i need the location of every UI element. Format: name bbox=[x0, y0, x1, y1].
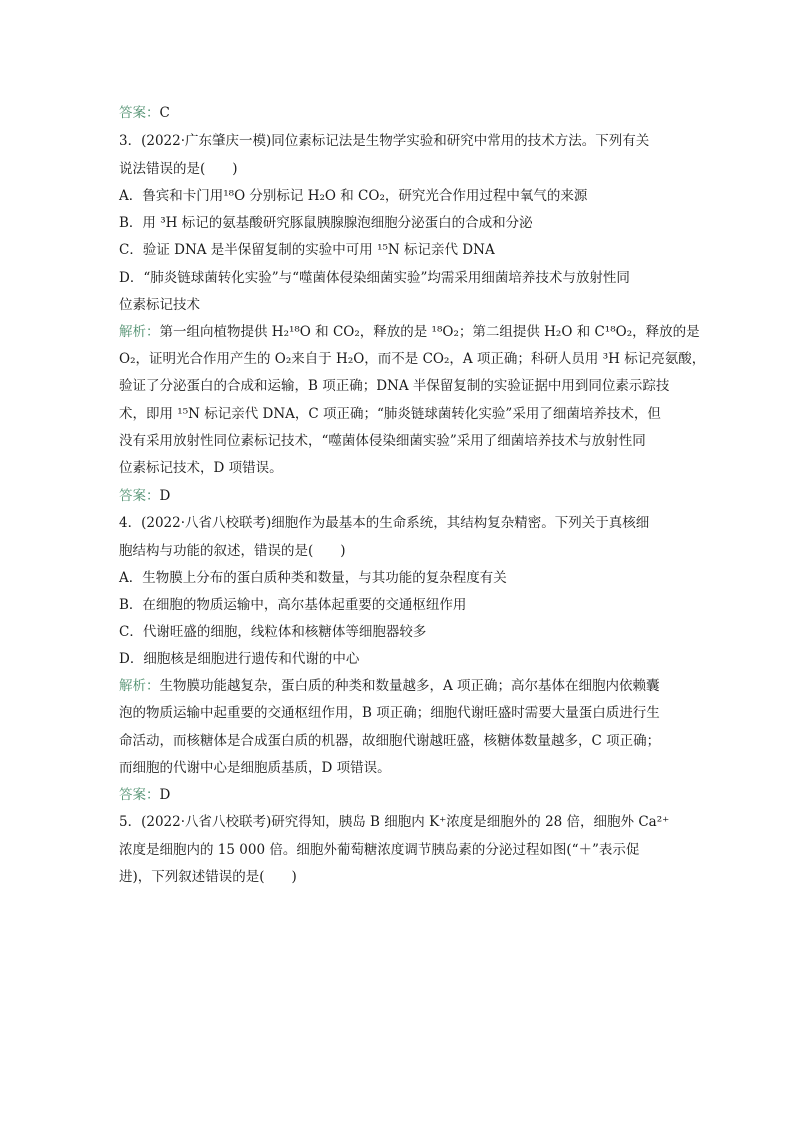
line-text: O₂，证明光合作用产生的 O₂来自于 H₂O，而不是 CO₂，A 项正确；科研人员用 ³H 标记亮氨酸， bbox=[119, 351, 706, 367]
text-line bbox=[119, 349, 705, 369]
line-text: C．代谢旺盛的细胞，线粒体和核糖体等细胞器较多 bbox=[119, 624, 427, 640]
line-text: 位素标记技术 bbox=[119, 297, 200, 313]
text-line bbox=[119, 595, 466, 615]
line-text: 没有采用放射性同位素标记技术，“噬菌体侵染细菌实验”采用了细菌培养技术与放射性同 bbox=[119, 433, 646, 449]
line-text: D．细胞核是细胞进行遗传和代谢的中心 bbox=[119, 651, 360, 667]
text-line bbox=[119, 431, 646, 451]
text-line bbox=[119, 840, 639, 860]
text-line bbox=[119, 867, 297, 887]
text-line bbox=[119, 295, 200, 315]
text-line bbox=[119, 812, 669, 832]
line-text: 说法错误的是( ) bbox=[119, 161, 238, 177]
labeled-line bbox=[119, 785, 170, 805]
line-label: 答案： bbox=[119, 488, 160, 504]
labeled-line bbox=[119, 103, 170, 123]
line-text: D bbox=[159, 787, 171, 803]
text-line bbox=[119, 622, 426, 642]
text-line bbox=[119, 376, 669, 396]
text-line bbox=[119, 703, 660, 723]
text-line bbox=[119, 213, 533, 233]
text-line bbox=[119, 513, 649, 533]
text-line bbox=[119, 541, 346, 561]
labeled-line bbox=[119, 322, 700, 342]
line-text: A．生物膜上分布的蛋白质种类和数量，与其功能的复杂程度有关 bbox=[119, 570, 507, 586]
line-text: D．“肺炎链球菌转化实验”与“噬菌体侵染细菌实验”均需采用细菌培养技术与放射性同 bbox=[119, 270, 630, 286]
line-text: 位素标记技术，D 项错误。 bbox=[119, 460, 283, 476]
line-text: 3．(2022·广东肇庆一模)同位素标记法是生物学实验和研究中常用的技术方法。下列有关 bbox=[119, 133, 650, 149]
text-line bbox=[119, 649, 359, 669]
line-label: 答案： bbox=[119, 787, 160, 803]
line-text: 浓度是细胞内的 15 000 倍。细胞外葡萄糖浓度调节胰岛素的分泌过程如图(“＋”表示促 bbox=[119, 842, 640, 858]
line-text: A．鲁宾和卡门用¹⁸O 分别标记 H₂O 和 CO₂，研究光合作用过程中氧气的来源 bbox=[119, 188, 588, 204]
text-line bbox=[119, 159, 238, 179]
text-line bbox=[119, 731, 660, 751]
line-text: 验证了分泌蛋白的合成和运输，B 项正确；DNA 半保留复制的实验证据中用到同位素示踪技 bbox=[119, 378, 670, 394]
line-text: 而细胞的代谢中心是细胞质基质，D 项错误。 bbox=[119, 760, 391, 776]
line-text: 5．(2022·八省八校联考)研究得知，胰岛 B 细胞内 K⁺浓度是细胞外的 28 倍，细胞外 Ca²⁺ bbox=[119, 814, 670, 830]
text-line bbox=[119, 458, 283, 478]
line-label: 解析： bbox=[119, 678, 160, 694]
text-line bbox=[119, 404, 661, 424]
line-text: B．在细胞的物质运输中，高尔基体起重要的交通枢纽作用 bbox=[119, 597, 467, 613]
line-label: 答案： bbox=[119, 105, 160, 121]
labeled-line bbox=[119, 486, 170, 506]
line-text: D bbox=[159, 488, 171, 504]
line-text: 泡的物质运输中起重要的交通枢纽作用，B 项正确；细胞代谢旺盛时需要大量蛋白质进行生 bbox=[119, 705, 660, 721]
line-label: 解析： bbox=[119, 324, 160, 340]
text-line bbox=[119, 186, 587, 206]
line-text: 第一组向植物提供 H₂¹⁸O 和 CO₂，释放的是 ¹⁸O₂；第二组提供 H₂O 和 C¹⁸O₂，释放的是 bbox=[159, 324, 700, 340]
line-text: 4．(2022·八省八校联考)细胞作为最基本的生命系统，其结构复杂精密。下列关于真核细 bbox=[119, 515, 650, 531]
line-text: 生物膜功能越复杂，蛋白质的种类和数量越多，A 项正确；高尔基体在细胞内依赖囊 bbox=[159, 678, 660, 694]
line-text: C．验证 DNA 是半保留复制的实验中可用 ¹⁵N 标记亲代 DNA bbox=[119, 242, 495, 258]
text-line bbox=[119, 268, 630, 288]
text-line bbox=[119, 131, 649, 151]
line-text: 命活动，而核糖体是合成蛋白质的机器，故细胞代谢越旺盛，核糖体数量越多，C 项正确； bbox=[119, 733, 661, 749]
text-line bbox=[119, 240, 495, 260]
text-line bbox=[119, 758, 391, 778]
line-text: 胞结构与功能的叙述，错误的是( ) bbox=[119, 543, 346, 559]
line-text: 进)，下列叙述错误的是( ) bbox=[119, 869, 297, 885]
line-text: 术，即用 ¹⁵N 标记亲代 DNA，C 项正确；“肺炎链球菌转化实验”采用了细菌培养技术，但 bbox=[119, 406, 661, 422]
line-text: B．用 ³H 标记的氨基酸研究豚鼠胰腺腺泡细胞分泌蛋白的合成和分泌 bbox=[119, 215, 533, 231]
text-line bbox=[119, 568, 507, 588]
labeled-line bbox=[119, 676, 660, 696]
line-text: C bbox=[159, 105, 170, 121]
